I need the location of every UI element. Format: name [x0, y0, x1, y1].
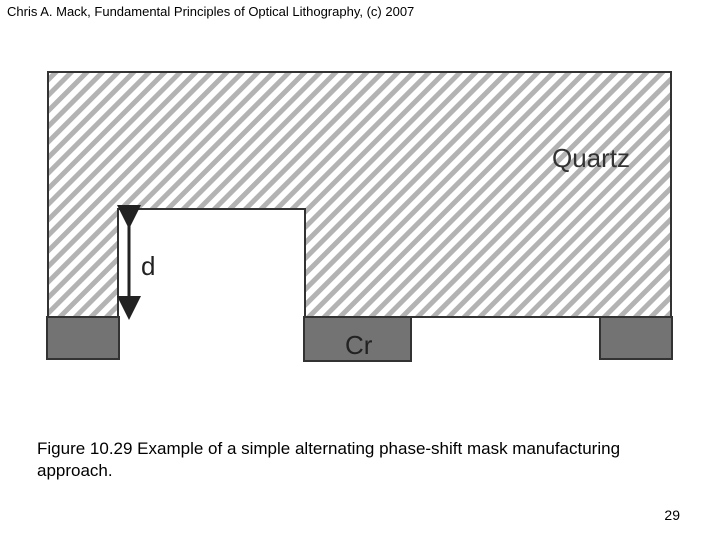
quartz-label: Quartz	[552, 143, 631, 173]
figure-caption: Figure 10.29 Example of a simple alternating phase-shift mask manufacturing approach.	[37, 439, 621, 480]
etch-depth-label: d	[141, 251, 156, 281]
chrome-label: Cr	[345, 330, 373, 360]
chrome-block-right	[600, 317, 672, 359]
page-number: 29	[664, 507, 680, 523]
chrome-block-left	[47, 317, 119, 359]
slide-header: Chris A. Mack, Fundamental Principles of Optical Lithography, (c) 2007	[7, 4, 415, 19]
